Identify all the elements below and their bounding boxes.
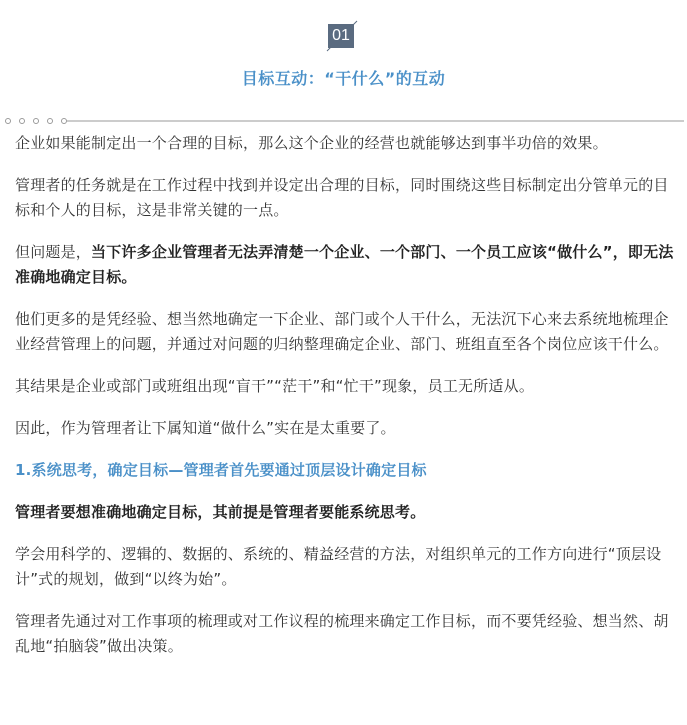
paragraph-3 [15, 240, 675, 290]
paragraph-6: 因此，作为管理者让下属知道“做什么”实在是太重要了。 [15, 419, 396, 437]
paragraph-8: 学会用科学的、逻辑的、数据的、系统的、精益经营的方法，对组织单元的工作方向进行“顶层设计”式的规划，做到“以终为始”。 [15, 545, 662, 588]
paragraph-3-emphasis: 当下许多企业管理者无法弄清楚一个企业、一个部门、一个员工应该“做什么”，即无法准确地确定目标。 [15, 243, 674, 286]
section-title: 目标互动：“干什么”的互动 [241, 69, 446, 88]
dotted-divider [4, 115, 684, 127]
paragraph-9: 管理者先通过对工作事项的梳理或对工作议程的梳理来确定工作目标，而不要凭经验、想当然、胡乱地“拍脑袋”做出决策。 [15, 612, 669, 655]
subsection-heading: 1.系统思考，确定目标—管理者首先要通过顶层设计确定目标 [15, 461, 427, 479]
paragraph-1: 企业如果能制定出一个合理的目标，那么这个企业的经营也就能够达到事半功倍的效果。 [15, 134, 608, 152]
section-number-badge [326, 20, 358, 52]
paragraph-3-prefix: 但问题是， [15, 243, 92, 261]
article-body [15, 131, 675, 676]
paragraph-7-emphasis: 管理者要想准确地确定目标，其前提是管理者要能系统思考。 [15, 503, 426, 521]
section-number: 01 [328, 24, 354, 48]
paragraph-5: 其结果是企业或部门或班组出现“盲干”“茫干”和“忙干”现象，员工无所适从。 [15, 377, 535, 395]
paragraph-4: 他们更多的是凭经验、想当然地确定一下企业、部门或个人干什么，无法沉下心来去系统地梳理企业经营管理上的问题，并通过对问题的归纳整理确定企业、部门、班组直至各个岗位应该干什么。 [15, 310, 669, 353]
paragraph-2: 管理者的任务就是在工作过程中找到并设定出合理的目标，同时围绕这些目标制定出分管单元的目标和个人的目标，这是非常关键的一点。 [15, 176, 669, 219]
